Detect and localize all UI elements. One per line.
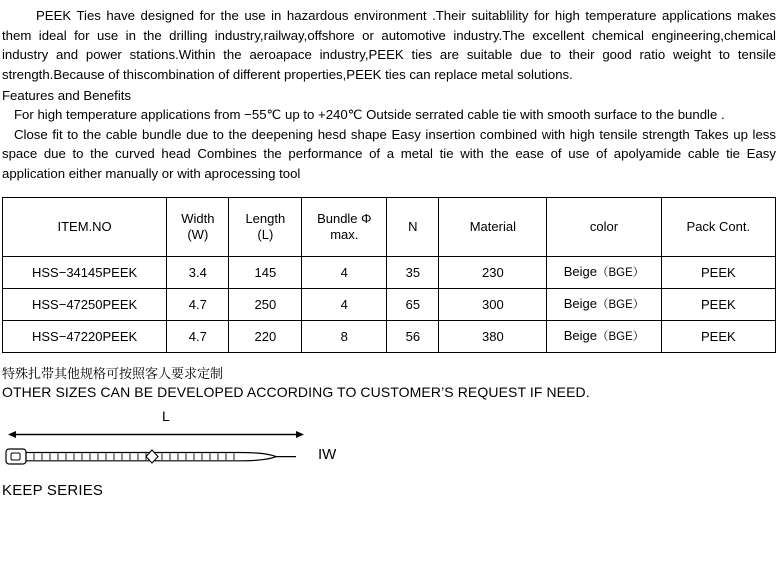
header-material: Material xyxy=(439,198,547,257)
features-heading: Features and Benefits xyxy=(2,88,132,103)
cell-color xyxy=(547,321,661,353)
cell-item-no: HSS−47220PEEK xyxy=(3,321,167,353)
features-line-1 xyxy=(0,105,778,125)
table-header-row xyxy=(3,198,776,257)
cell-length: 145 xyxy=(229,257,302,289)
cell-n: 65 xyxy=(387,289,439,321)
cell-color-name: Beige xyxy=(563,328,597,343)
cable-tie-illustration-icon xyxy=(4,444,304,470)
cell-length: 250 xyxy=(229,289,302,321)
cell-length: 220 xyxy=(229,321,302,353)
cell-item-no: HSS−47250PEEK xyxy=(3,289,167,321)
header-pack-cont: Pack Cont. xyxy=(661,198,775,257)
features-line-2-text: Close fit to the cable bundle due to the deepening hesd shape Easy insertion combined with high tensile strength Takes up less space due to the curved head Combines the performance of a metal tie with the ease of use of apolyamide cable tie Easy application either manually or with aprocessing tool xyxy=(2,126,776,181)
header-bundle-line2: max. xyxy=(330,227,359,242)
cell-width: 4.7 xyxy=(167,321,229,353)
series-footer: KEEP SERIES xyxy=(2,482,104,499)
cell-material: 380 xyxy=(439,321,547,353)
cell-color-name: Beige xyxy=(563,296,597,311)
intro-paragraph xyxy=(0,0,778,84)
tie-diagram xyxy=(0,408,778,480)
cell-pack-cont: PEEK xyxy=(661,321,775,353)
header-length-line2: (L) xyxy=(257,227,274,242)
cell-pack-cont: PEEK xyxy=(661,289,775,321)
length-dimension-arrow-icon xyxy=(8,430,304,439)
table-row xyxy=(3,321,776,353)
cell-color-code: （BGE） xyxy=(596,267,645,279)
header-width-line2: (W) xyxy=(187,227,209,242)
cell-color-name: Beige xyxy=(563,264,597,279)
features-line-2 xyxy=(0,125,778,184)
cell-width: 4.7 xyxy=(167,289,229,321)
header-bundle-line1: Bundle Φ xyxy=(317,211,372,226)
header-length xyxy=(229,198,302,257)
cell-bundle: 4 xyxy=(302,257,387,289)
cell-n: 56 xyxy=(387,321,439,353)
cell-material: 300 xyxy=(439,289,547,321)
cell-pack-cont: PEEK xyxy=(661,257,775,289)
cell-bundle: 8 xyxy=(302,321,387,353)
cell-item-no: HSS−34145PEEK xyxy=(3,257,167,289)
header-bundle xyxy=(302,198,387,257)
cell-color xyxy=(547,289,661,321)
note-chinese: 特殊扎带其他规格可按照客人要求定制 xyxy=(2,366,224,381)
cell-width: 3.4 xyxy=(167,257,229,289)
header-n: N xyxy=(387,198,439,257)
cell-color-code: （BGE） xyxy=(596,331,645,343)
header-length-line1: Length xyxy=(245,211,286,226)
cell-material: 230 xyxy=(439,257,547,289)
cell-bundle: 4 xyxy=(302,289,387,321)
header-color: color xyxy=(547,198,661,257)
header-width xyxy=(167,198,229,257)
spec-table-wrap xyxy=(0,183,778,353)
dimension-label-width: IW xyxy=(318,446,337,463)
header-width-line1: Width xyxy=(181,211,215,226)
header-item-no: ITEM.NO xyxy=(3,198,167,257)
cell-n: 35 xyxy=(387,257,439,289)
intro-text: PEEK Ties have designed for the use in hazardous environment .Their suitablility for high temperature applications makes them ideal for use in the drilling industry,railway,offshore or automotive industry.The excellent chemical engineering,chemical industry and power stations.Within the aeroapace industry,PEEK ties are suitable due to their good ratio weight to tensile strength.Because of thiscombination of different properties,PEEK ties can replace metal solutions. xyxy=(2,8,776,82)
features-line-1-text: For high temperature applications from −55℃ up to +240℃ Outside serrated cable tie with smooth surface to the bundle . xyxy=(14,107,725,122)
spec-table xyxy=(2,197,776,353)
table-row xyxy=(3,257,776,289)
dimension-label-length: L xyxy=(162,408,170,424)
table-row xyxy=(3,289,776,321)
cell-color xyxy=(547,257,661,289)
note-english: OTHER SIZES CAN BE DEVELOPED ACCORDING TO CUSTOMER’S REQUEST IF NEED. xyxy=(2,384,590,400)
cell-color-code: （BGE） xyxy=(596,299,645,311)
